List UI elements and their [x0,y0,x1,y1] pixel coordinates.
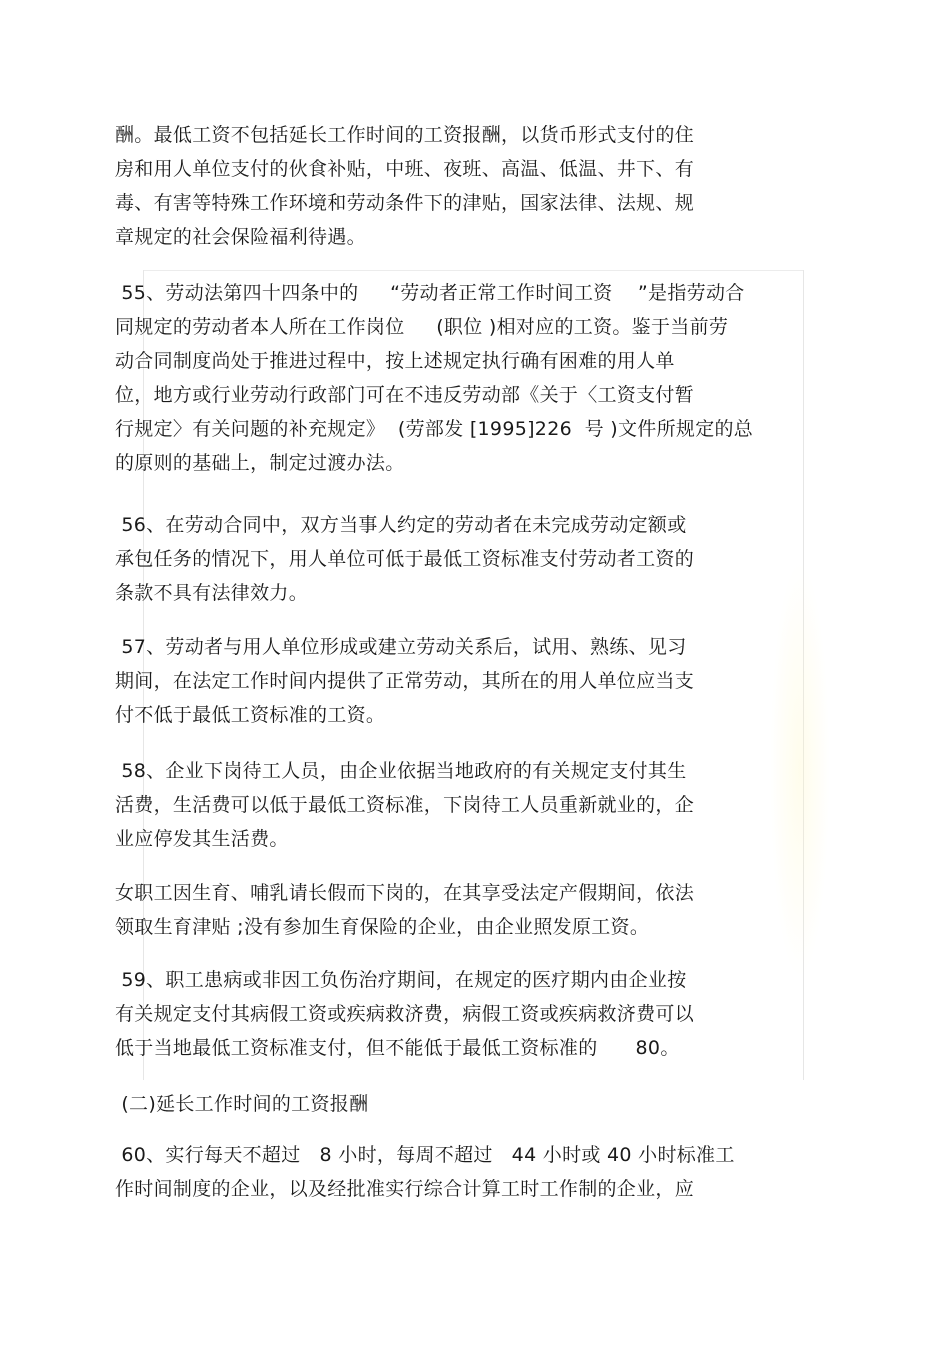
text-line: 56、在劳动合同中，双方当事人约定的劳动者在未完成劳动定额或 [115,514,687,536]
text-line: 酬。最低工资不包括延长工作时间的工资报酬，以货币形式支付的住 [115,124,695,146]
text-line: 活费，生活费可以低于最低工资标准，下岗待工人员重新就业的，企 [115,794,695,816]
text-line: 业应停发其生活费。 [115,828,289,850]
text-line: 58、企业下岗待工人员，由企业依据当地政府的有关规定支付其生 [115,760,687,782]
text-line: (二)延长工作时间的工资报酬 [115,1093,369,1115]
paragraph-56 [115,508,827,610]
text-line: 章规定的社会保险福利待遇。 [115,226,366,248]
text-line: 动合同制度尚处于推进过程中，按上述规定执行确有困难的用人单 [115,350,675,372]
text-line: 女职工因生育、哺乳请长假而下岗的，在其享受法定产假期间，依法 [115,882,695,904]
text-line: 有关规定支付其病假工资或疾病救济费，病假工资或疾病救济费可以 [115,1003,695,1025]
paragraph-continuation [115,118,827,254]
text-line: 期间，在法定工作时间内提供了正常劳动，其所在的用人单位应当支 [115,670,695,692]
text-line: 条款不具有法律效力。 [115,582,309,604]
section-heading-overtime-pay [115,1087,827,1121]
text-line: 承包任务的情况下，用人单位可低于最低工资标准支付劳动者工资的 [115,548,695,570]
text-line: 低于当地最低工资标准支付，但不能低于最低工资标准的 80。 [115,1037,680,1059]
text-line: 57、劳动者与用人单位形成或建立劳动关系后，试用、熟练、见习 [115,636,687,658]
frame-border-top [143,270,804,271]
text-line: 作时间制度的企业，以及经批准实行综合计算工时工作制的企业，应 [115,1178,695,1200]
text-line: 同规定的劳动者本人所在工作岗位 (职位 )相对应的工资。鉴于当前劳 [115,316,729,338]
text-line: 55、劳动法第四十四条中的 “劳动者正常工作时间工资 ”是指劳动合 [115,282,745,304]
text-line: 房和用人单位支付的伙食补贴，中班、夜班、高温、低温、井下、有 [115,158,695,180]
text-line: 位，地方或行业劳动行政部门可在不违反劳动部《关于〈工资支付暂 [115,384,695,406]
paragraph-58 [115,754,827,856]
paragraph-60 [115,1138,827,1206]
text-line: 付不低于最低工资标准的工资。 [115,704,386,726]
text-line: 的原则的基础上，制定过渡办法。 [115,452,405,474]
text-line: 60、实行每天不超过 8 小时，每周不超过 44 小时或 40 小时标准工 [115,1144,735,1166]
paragraph-female-workers [115,876,827,944]
text-line: 行规定〉有关问题的补充规定》 (劳部发 [1995]226 号 )文件所规定的总 [115,418,754,440]
text-line: 毒、有害等特殊工作环境和劳动条件下的津贴，国家法律、法规、规 [115,192,695,214]
text-line: 领取生育津贴 ;没有参加生育保险的企业，由企业照发原工资。 [115,916,650,938]
text-line: 59、职工患病或非因工负伤治疗期间，在规定的医疗期内由企业按 [115,969,687,991]
paragraph-55 [115,276,827,480]
paragraph-57 [115,630,827,732]
paragraph-59 [115,963,827,1065]
